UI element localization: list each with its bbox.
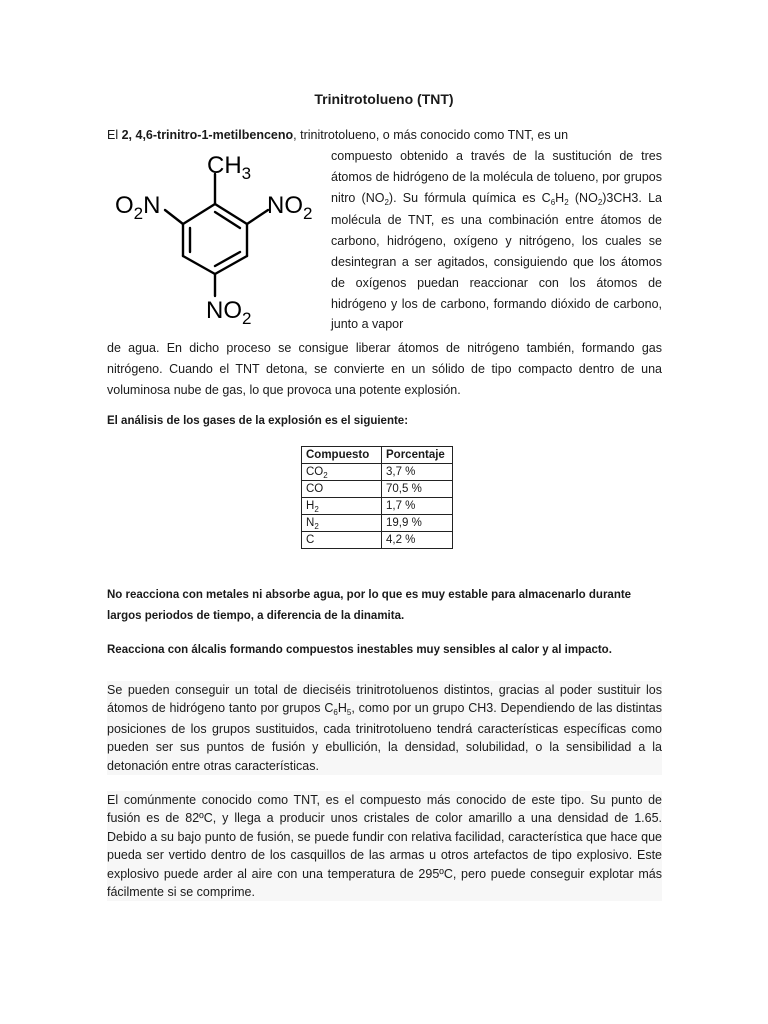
gas-composition-table xyxy=(301,446,453,549)
percentage-cell: 70,5 % xyxy=(382,481,453,498)
nitro-label-bottom: $NO_2$ xyxy=(206,297,252,328)
percentage-cell: 1,7 % xyxy=(382,498,453,515)
intro-lead-rest: , trinitrotolueno, o más conocido como TNT, es un xyxy=(293,128,569,142)
table-header-compound: Compuesto xyxy=(302,447,382,464)
nitro-label-left: $O_2N$ xyxy=(115,192,161,223)
ring-bond xyxy=(215,256,247,274)
compound-cell: CO xyxy=(302,481,382,498)
intro-first-line xyxy=(107,125,662,146)
tnt-structure-diagram xyxy=(110,146,325,331)
alkali-paragraph: Reacciona con álcalis formando compuestos inestables muy sensibles al calor y al impacto. xyxy=(107,644,612,656)
ring-bond xyxy=(183,256,215,274)
gas-analysis-heading: El análisis de los gases de la explosión es el siguiente: xyxy=(107,415,409,427)
ring-double-bond xyxy=(215,252,240,266)
nitro-bond-right xyxy=(247,210,268,224)
compound-cell: $N_2$ xyxy=(302,515,382,532)
intro-wrapped-text: compuesto obtenido a través de la sustitución de tres átomos de hidrógeno de la molécula de tolueno, por grupos nitro $(NO_2)$. Su fórmula química es $C_6H_2$ $(NO_2)3CH3$. La molécula de TNT, es una combinación entre átomos de carbono, hidrógeno, oxígeno y nitrógeno, los cuales se desintegran a ser agitados, consiguiendo que los átomos de oxígenos puedan reaccionar con los átomos de hidrógeno y los de carbono, formando dióxido de carbono, junto a vapor xyxy=(331,149,662,332)
stability-paragraph: No reacciona con metales ni absorbe agua, por lo que es muy estable para almacenarlo durante largos periodos de tiempo, a diferencia de la dinamita. xyxy=(107,589,632,622)
percentage-cell: 4,2 % xyxy=(382,532,453,549)
intro-continuation: de agua. En dicho proceso se consigue liberar átomos de nitrógeno también, formando gas nitrógeno. Cuando el TNT detona, se convierte en un sólido de tipo compacto dentro de una voluminosa nube de gas, lo que provoca una potente explosión. xyxy=(107,341,662,397)
page-title: Trinitrotolueno (TNT) xyxy=(314,91,454,107)
intro-lead-text: El xyxy=(107,128,122,142)
table-row xyxy=(302,498,453,515)
isomers-paragraph: Se pueden conseguir un total de dieciséis trinitrotoluenos distintos, gracias al poder sustituir los átomos de hidrógeno tanto por grupos $C_6H_5$, como por un grupo CH3. Dependiendo de las distintas posiciones de los grupos sustituidos, cada trinitrotolueno tendrá características específicas como pueden ser sus puntos de fusión y ebullición, la densidad, solubilidad, o la sensibilidad a la detonación entre otras características. xyxy=(107,681,662,775)
nitro-bond-left xyxy=(165,210,183,224)
table-row xyxy=(302,515,453,532)
table-header-percentage: Porcentaje xyxy=(382,447,453,464)
table-row xyxy=(302,481,453,498)
table-row xyxy=(302,464,453,481)
compound-cell: $CO_2$ xyxy=(302,464,382,481)
ring-bond xyxy=(183,204,215,224)
table-header-row xyxy=(302,447,453,464)
percentage-cell: 3,7 % xyxy=(382,464,453,481)
compound-cell: $H_2$ xyxy=(302,498,382,515)
ring-double-bond xyxy=(215,212,240,228)
percentage-cell: 19,9 % xyxy=(382,515,453,532)
methyl-label: $CH_3$ xyxy=(207,152,252,183)
nitro-label-right: $NO_2$ xyxy=(267,192,313,223)
compound-cell: C xyxy=(302,532,382,549)
properties-paragraph: El comúnmente conocido como TNT, es el compuesto más conocido de este tipo. Su punto de fusión es de 82ºC, y llega a producir unos cristales de color amarillo a una densidad de 1.65. Debido a su bajo punto de fusión, se puede fundir con relativa facilidad, característica que hace que pueda ser vertido dentro de los casquillos de las armas u otros artefactos de tipo explosivo. Este explosivo puede arder al aire con una temperatura de 295ºC, pero puede conseguir explotar más fácilmente si se comprime. xyxy=(107,791,662,901)
table-row xyxy=(302,532,453,549)
iupac-name: 2, 4,6-trinitro-1-metilbenceno xyxy=(121,128,294,142)
